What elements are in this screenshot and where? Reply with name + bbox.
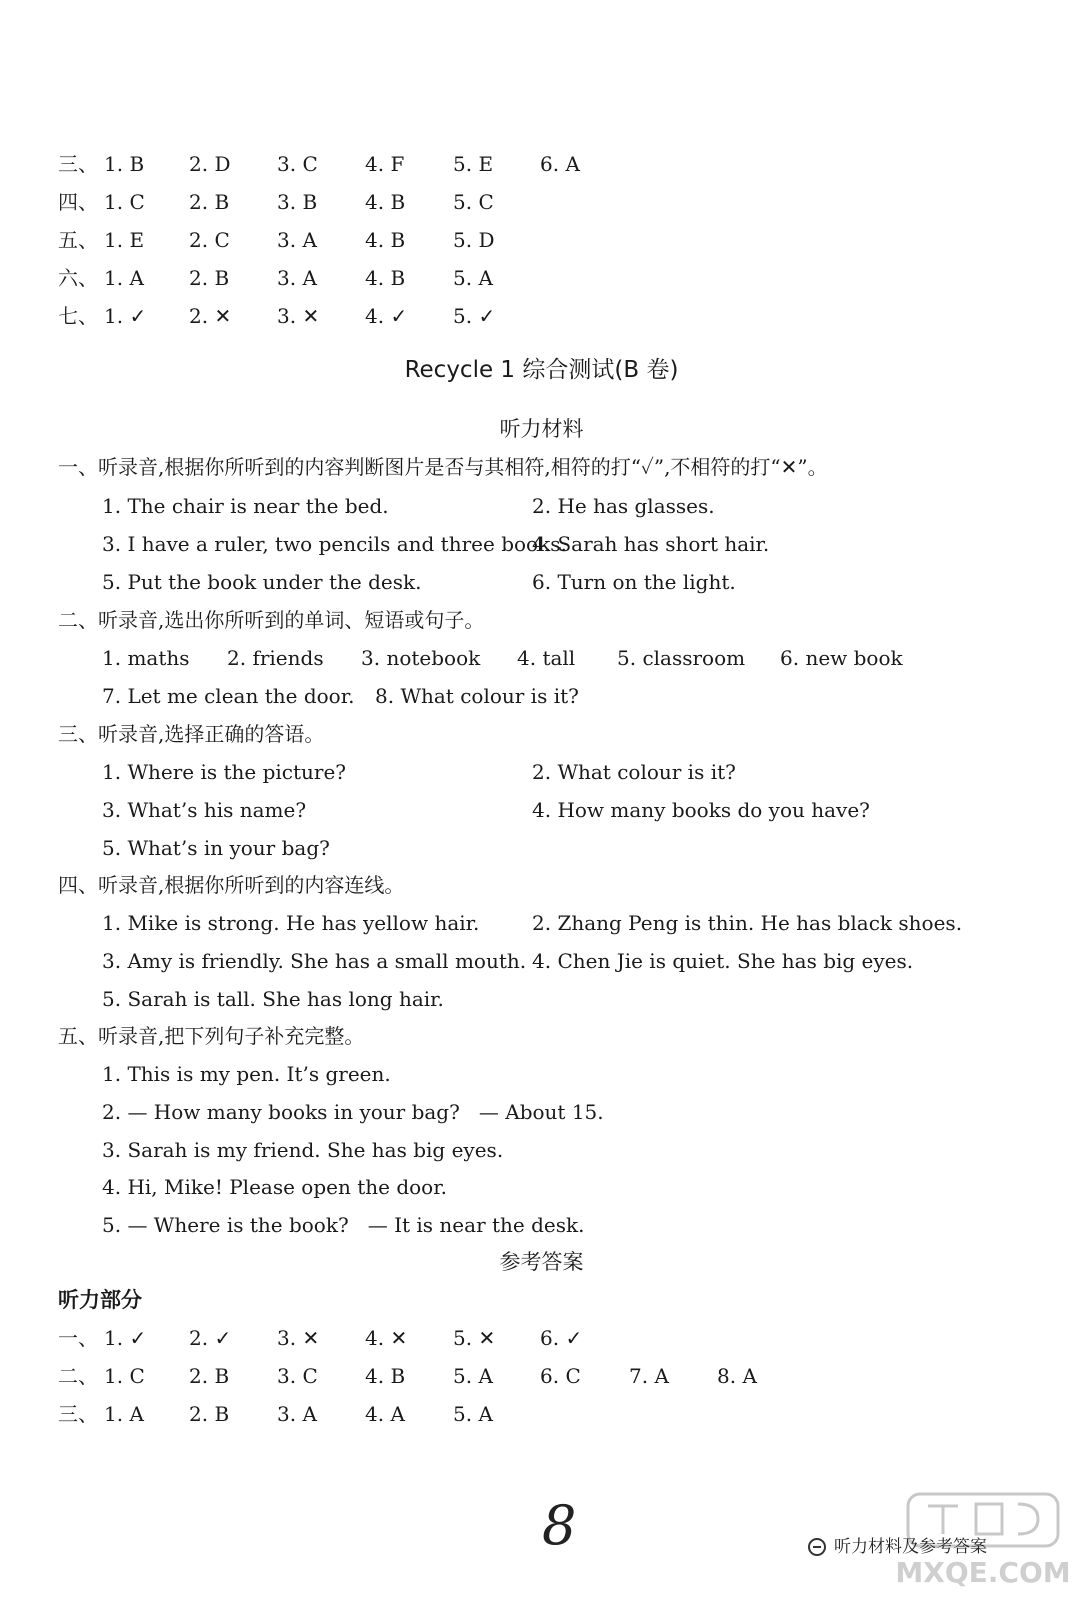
answer-item: 4. B <box>365 228 406 252</box>
answer-row <box>0 1319 1083 1357</box>
listening-sentence: 3. I have a ruler, two pencils and three books. <box>102 532 567 556</box>
answer-item: 1. A <box>104 266 144 290</box>
answer-item: 1. E <box>104 228 145 252</box>
answer-item: 4. B <box>365 266 406 290</box>
listening-sentence: 8. What colour is it? <box>375 684 579 708</box>
answer-item: 3. A <box>277 1402 317 1426</box>
answer-item: 6. ✓ <box>540 1326 583 1350</box>
answer-row <box>0 297 1083 335</box>
section-label: 三、 <box>58 152 98 176</box>
section-label: 二、 <box>58 1364 98 1388</box>
section-label: 三、 <box>58 1402 98 1426</box>
list-item <box>0 525 1083 563</box>
list-item <box>0 563 1083 601</box>
answer-row <box>0 259 1083 297</box>
listening-sentence: 3. Sarah is my friend. She has big eyes. <box>102 1138 504 1162</box>
listening-sentence: 5. — Where is the book? — It is near the desk. <box>102 1213 585 1237</box>
answer-item: 1. C <box>104 190 145 214</box>
answers-heading: 参考答案 <box>499 1250 584 1274</box>
listening-sentence: 2. Zhang Peng is thin. He has black shoes. <box>532 911 963 935</box>
answer-item: 2. B <box>189 1364 230 1388</box>
answer-item: 2. ✓ <box>189 1326 232 1350</box>
section-1-heading: 一、听录音,根据你所听到的内容判断图片是否与其相符,相符的打“✓”,不相符的打“✕”。 <box>58 455 828 479</box>
listening-sentence: 2. He has glasses. <box>532 494 715 518</box>
listening-word: 5. classroom <box>617 646 746 670</box>
answer-item: 2. B <box>189 1402 230 1426</box>
answer-item: 3. A <box>277 266 317 290</box>
list-item <box>0 904 1083 942</box>
section-4-heading: 四、听录音,根据你所听到的内容连线。 <box>58 873 405 897</box>
answer-item: 4. ✓ <box>365 304 408 328</box>
answer-item: 4. B <box>365 1364 406 1388</box>
list-item <box>0 1131 1083 1169</box>
listening-sentence: 5. What’s in your bag? <box>102 836 330 860</box>
listening-sentence: 5. Put the book under the desk. <box>102 570 422 594</box>
answer-item: 5. A <box>453 1364 493 1388</box>
answer-item: 4. B <box>365 190 406 214</box>
listening-sentence: 2. What colour is it? <box>532 760 736 784</box>
listening-sentence: 3. Amy is friendly. She has a small mouth. <box>102 949 527 973</box>
listening-word: 4. tall <box>517 646 576 670</box>
page-number: 8 <box>542 1494 577 1557</box>
list-item <box>0 980 1083 1018</box>
section-label: 一、 <box>58 1326 98 1350</box>
answer-item: 1. C <box>104 1364 145 1388</box>
footer <box>808 1532 987 1562</box>
listening-sentence: 3. What’s his name? <box>102 798 307 822</box>
listening-word: 1. maths <box>102 646 190 670</box>
listening-sentence: 4. Sarah has short hair. <box>532 532 770 556</box>
answer-item: 2. ✕ <box>189 304 232 328</box>
ear-icon <box>808 1538 826 1556</box>
list-item <box>0 487 1083 525</box>
answer-item: 5. A <box>453 1402 493 1426</box>
answer-row <box>0 221 1083 259</box>
listening-sentence: 2. — How many books in your bag? — About 15. <box>102 1100 604 1124</box>
answer-item: 5. ✕ <box>453 1326 496 1350</box>
answer-item: 2. B <box>189 190 230 214</box>
list-item <box>0 1168 1083 1206</box>
list-item <box>0 753 1083 791</box>
list-item <box>0 942 1083 980</box>
section-3-heading: 三、听录音,选择正确的答语。 <box>58 722 325 746</box>
list-item <box>0 791 1083 829</box>
listening-sentence: 4. Chen Jie is quiet. She has big eyes. <box>532 949 914 973</box>
answer-item: 1. ✓ <box>104 1326 147 1350</box>
listening-sentence: 6. Turn on the light. <box>532 570 736 594</box>
answer-item: 5. C <box>453 190 494 214</box>
listening-sentence: 5. Sarah is tall. She has long hair. <box>102 987 444 1011</box>
section-label: 五、 <box>58 228 98 252</box>
answer-item: 4. A <box>365 1402 405 1426</box>
answer-item: 5. E <box>453 152 494 176</box>
listening-sentence: 4. How many books do you have? <box>532 798 870 822</box>
answer-item: 4. F <box>365 152 405 176</box>
answer-item: 4. ✕ <box>365 1326 408 1350</box>
listening-sentence: 1. The chair is near the bed. <box>102 494 389 518</box>
answer-item: 8. A <box>717 1364 757 1388</box>
answer-item: 3. ✕ <box>277 304 320 328</box>
section-2-heading: 二、听录音,选出你所听到的单词、短语或句子。 <box>58 608 485 632</box>
answer-item: 2. D <box>189 152 231 176</box>
answer-item: 7. A <box>629 1364 669 1388</box>
answer-item: 5. D <box>453 228 495 252</box>
answer-item: 1. A <box>104 1402 144 1426</box>
listening-word: 2. friends <box>227 646 324 670</box>
list-item <box>0 639 1083 677</box>
listening-word: 3. notebook <box>361 646 481 670</box>
answer-item: 3. C <box>277 152 318 176</box>
section-label: 四、 <box>58 190 98 214</box>
listening-sentence: 4. Hi, Mike! Please open the door. <box>102 1175 447 1199</box>
answer-row <box>0 183 1083 221</box>
answer-item: 2. C <box>189 228 230 252</box>
list-item <box>0 677 1083 715</box>
list-item <box>0 1055 1083 1093</box>
answer-item: 5. ✓ <box>453 304 496 328</box>
section-5-heading: 五、听录音,把下列句子补充完整。 <box>58 1024 365 1048</box>
listening-part-heading: 听力部分 <box>58 1288 142 1312</box>
section-label: 七、 <box>58 304 98 328</box>
answer-item: 3. ✕ <box>277 1326 320 1350</box>
answer-item: 5. A <box>453 266 493 290</box>
section-label: 六、 <box>58 266 98 290</box>
answer-row <box>0 1395 1083 1433</box>
answer-item: 1. ✓ <box>104 304 147 328</box>
listening-heading: 听力材料 <box>499 417 584 441</box>
answer-row <box>0 145 1083 183</box>
answer-item: 3. A <box>277 228 317 252</box>
listening-word: 6. new book <box>780 646 903 670</box>
answer-item: 3. C <box>277 1364 318 1388</box>
list-item <box>0 1093 1083 1131</box>
answer-item: 1. B <box>104 152 145 176</box>
answer-row <box>0 1357 1083 1395</box>
test-title: Recycle 1 综合测试(B 卷) <box>404 357 679 383</box>
listening-sentence: 7. Let me clean the door. <box>102 684 355 708</box>
answer-item: 2. B <box>189 266 230 290</box>
answer-item: 6. C <box>540 1364 581 1388</box>
footer-text: 听力材料及参考答案 <box>834 1537 987 1557</box>
answer-item: 3. B <box>277 190 318 214</box>
answer-item: 6. A <box>540 152 580 176</box>
listening-sentence: 1. Where is the picture? <box>102 760 347 784</box>
list-item <box>0 829 1083 867</box>
list-item <box>0 1206 1083 1244</box>
listening-sentence: 1. Mike is strong. He has yellow hair. <box>102 911 480 935</box>
watermark-text: MXQE.COM <box>895 1556 1071 1589</box>
listening-sentence: 1. This is my pen. It’s green. <box>102 1062 391 1086</box>
